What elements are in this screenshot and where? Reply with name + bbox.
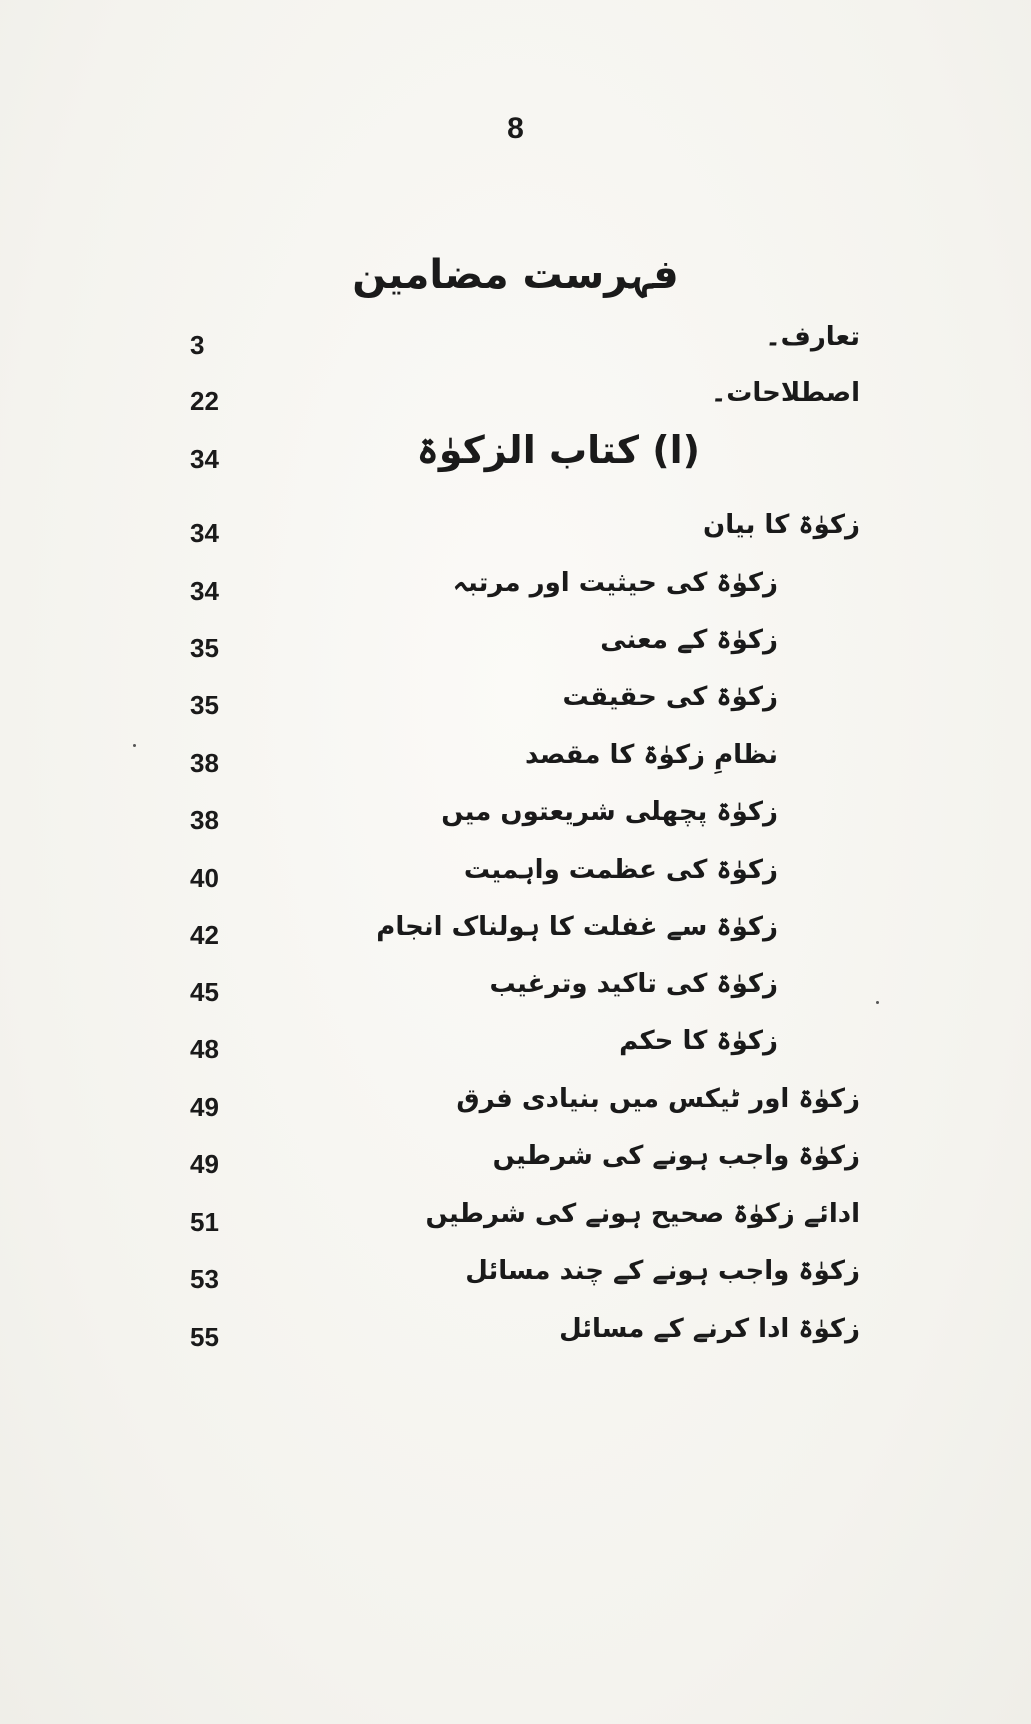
toc-entry: [190, 682, 860, 732]
toc-section-heading: [190, 428, 860, 486]
toc-entry: [190, 797, 860, 847]
toc-entry: [190, 568, 860, 618]
toc-entry-page: 22: [190, 386, 219, 416]
toc-title: فہرست مضامین: [352, 252, 679, 298]
toc-entry-title: زکوٰۃ کی حیثیت اور مرتبہ: [452, 568, 778, 598]
toc-entry: [190, 1256, 860, 1306]
toc-entry: [190, 855, 860, 905]
toc-entry-page: 34: [190, 518, 219, 548]
toc-entry: [190, 1084, 860, 1134]
toc-entry-title: زکوٰۃ پچھلی شریعتوں میں: [441, 797, 778, 827]
toc-entry: [190, 1141, 860, 1191]
toc-entry-page: 34: [190, 576, 219, 606]
toc-entry: [190, 510, 860, 560]
toc-entry-page: 45: [190, 977, 219, 1007]
toc-entry: [190, 1199, 860, 1249]
speck-mark: [876, 1001, 879, 1004]
toc-entry-title: زکوٰۃ کا بیان: [703, 510, 860, 540]
toc-entry-title: زکوٰۃ سے غفلت کا ہولناک انجام: [376, 912, 778, 942]
toc-entry-page: 34: [190, 444, 219, 474]
toc-entry-page: 53: [190, 1264, 219, 1294]
toc-entry-title: اصطلاحات۔: [711, 378, 860, 408]
toc-entry-page: 3: [190, 330, 205, 360]
toc-entry: [190, 969, 860, 1019]
toc-entry-page: 48: [190, 1034, 219, 1064]
toc-entry-title: زکوٰۃ واجب ہونے کے چند مسائل: [465, 1256, 860, 1286]
toc-entry-page: 35: [190, 633, 219, 663]
toc-entry-page: 55: [190, 1322, 219, 1352]
page-number: 8: [507, 112, 524, 145]
toc-entry-title: زکوٰۃ کے معنی: [600, 625, 778, 655]
toc-entry-title: زکوٰۃ کی عظمت واہمیت: [463, 855, 778, 885]
toc-entry-page: 51: [190, 1207, 219, 1237]
toc-entry: [190, 912, 860, 962]
toc-entry-title: نظامِ زکوٰۃ کا مقصد: [524, 740, 778, 770]
toc-entry: [190, 378, 860, 428]
toc-entry-title: ادائے زکوٰۃ صحیح ہونے کی شرطیں: [425, 1199, 860, 1229]
speck-mark: [133, 744, 136, 747]
toc-entry-page: 49: [190, 1092, 219, 1122]
toc-entry: [190, 625, 860, 675]
toc-entry-title: زکوٰۃ کی حقیقت: [562, 682, 778, 712]
toc-entry-page: 42: [190, 920, 219, 950]
toc-entry-title: زکوٰۃ ادا کرنے کے مسائل: [559, 1314, 860, 1344]
toc-entry-page: 35: [190, 690, 219, 720]
toc-entry-page: 38: [190, 805, 219, 835]
toc-entry-title: زکوٰۃ واجب ہونے کی شرطیں: [492, 1141, 860, 1171]
toc-entry-title: زکوٰۃ اور ٹیکس میں بنیادی فرق: [456, 1084, 860, 1114]
toc-entry-page: 49: [190, 1149, 219, 1179]
toc-entry-title: تعارف۔: [765, 322, 860, 352]
toc-entry-title: زکوٰۃ کی تاکید وترغیب: [489, 969, 778, 999]
toc-entry: [190, 322, 860, 372]
toc-entry-title: (ا) کتاب الزکوٰۃ: [416, 428, 700, 472]
toc-entry: [190, 740, 860, 790]
toc-entry: [190, 1314, 860, 1364]
toc-entry-page: 40: [190, 863, 219, 893]
toc-entry: [190, 1026, 860, 1076]
toc-entry-page: 38: [190, 748, 219, 778]
toc-entry-title: زکوٰۃ کا حکم: [619, 1026, 778, 1056]
